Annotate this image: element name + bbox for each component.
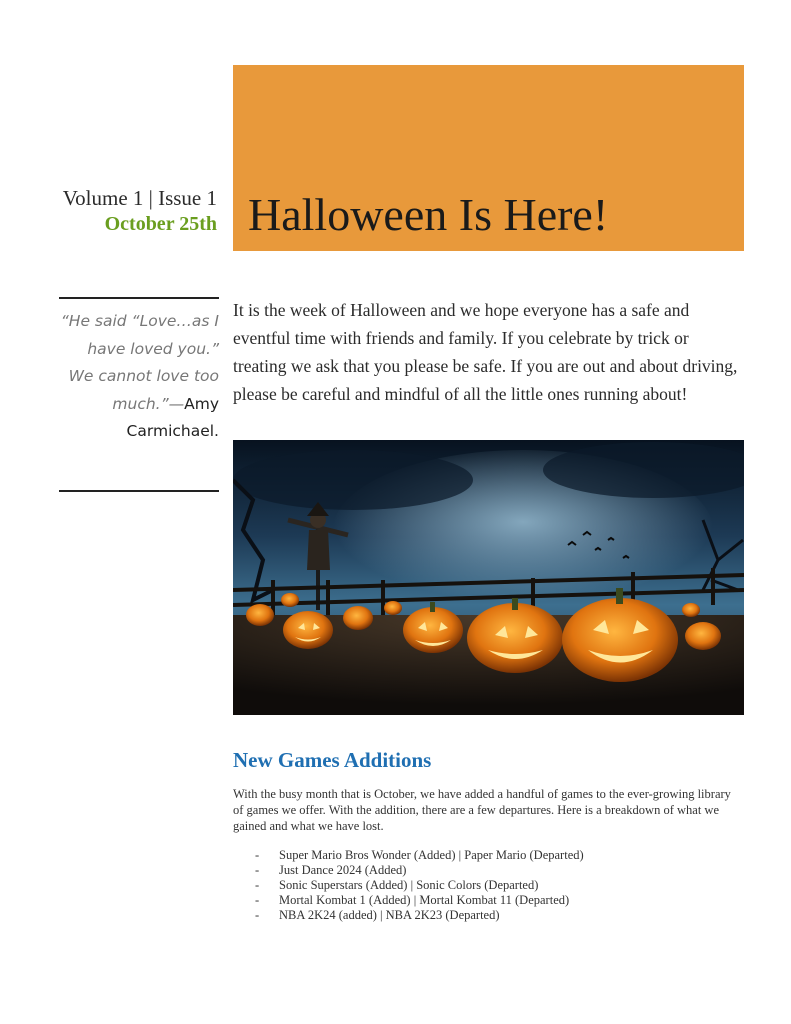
- quote-bottom-rule: [59, 490, 219, 492]
- halloween-pumpkins-image: [233, 440, 744, 715]
- pull-quote-author: Amy Carmichael.: [126, 394, 219, 440]
- games-section-heading: New Games Additions: [233, 748, 432, 772]
- games-section-body: [233, 786, 738, 834]
- volume-issue: Volume 1 | Issue 1: [62, 186, 217, 210]
- pull-quote: [59, 308, 219, 446]
- list-item: - Sonic Superstars (Added) | Sonic Colors (Departed): [253, 878, 733, 893]
- intro-paragraph: [233, 296, 738, 408]
- title-banner: [233, 65, 744, 251]
- list-item: - Super Mario Bros Wonder (Added) | Paper Mario (Departed): [253, 848, 733, 863]
- games-list: [253, 848, 733, 923]
- list-item: - Mortal Kombat 1 (Added) | Mortal Kombat 11 (Departed): [253, 893, 733, 908]
- games-section-text: With the busy month that is October, we have added a handful of games to the ever-growing library of games we offer. With the addition, there are a few departures. Here is a breakdown of what we gained and what we have lost.: [233, 787, 731, 833]
- issue-date: October 25th: [104, 213, 217, 235]
- list-item: - Just Dance 2024 (Added): [253, 863, 733, 878]
- list-item: - NBA 2K24 (added) | NBA 2K23 (Departed): [253, 908, 733, 923]
- intro-text: It is the week of Halloween and we hope everyone has a safe and eventful time with friends and family. If you celebrate by trick or treating we ask that you please be safe. If you are out and about driving, please be careful and mindful of all the little ones running about!: [233, 300, 738, 404]
- quote-top-rule: [59, 297, 219, 299]
- page-title: Halloween Is Here!: [248, 189, 609, 240]
- pull-quote-text: “He said “Love…as I have loved you.” We cannot love too much.”—: [60, 312, 219, 413]
